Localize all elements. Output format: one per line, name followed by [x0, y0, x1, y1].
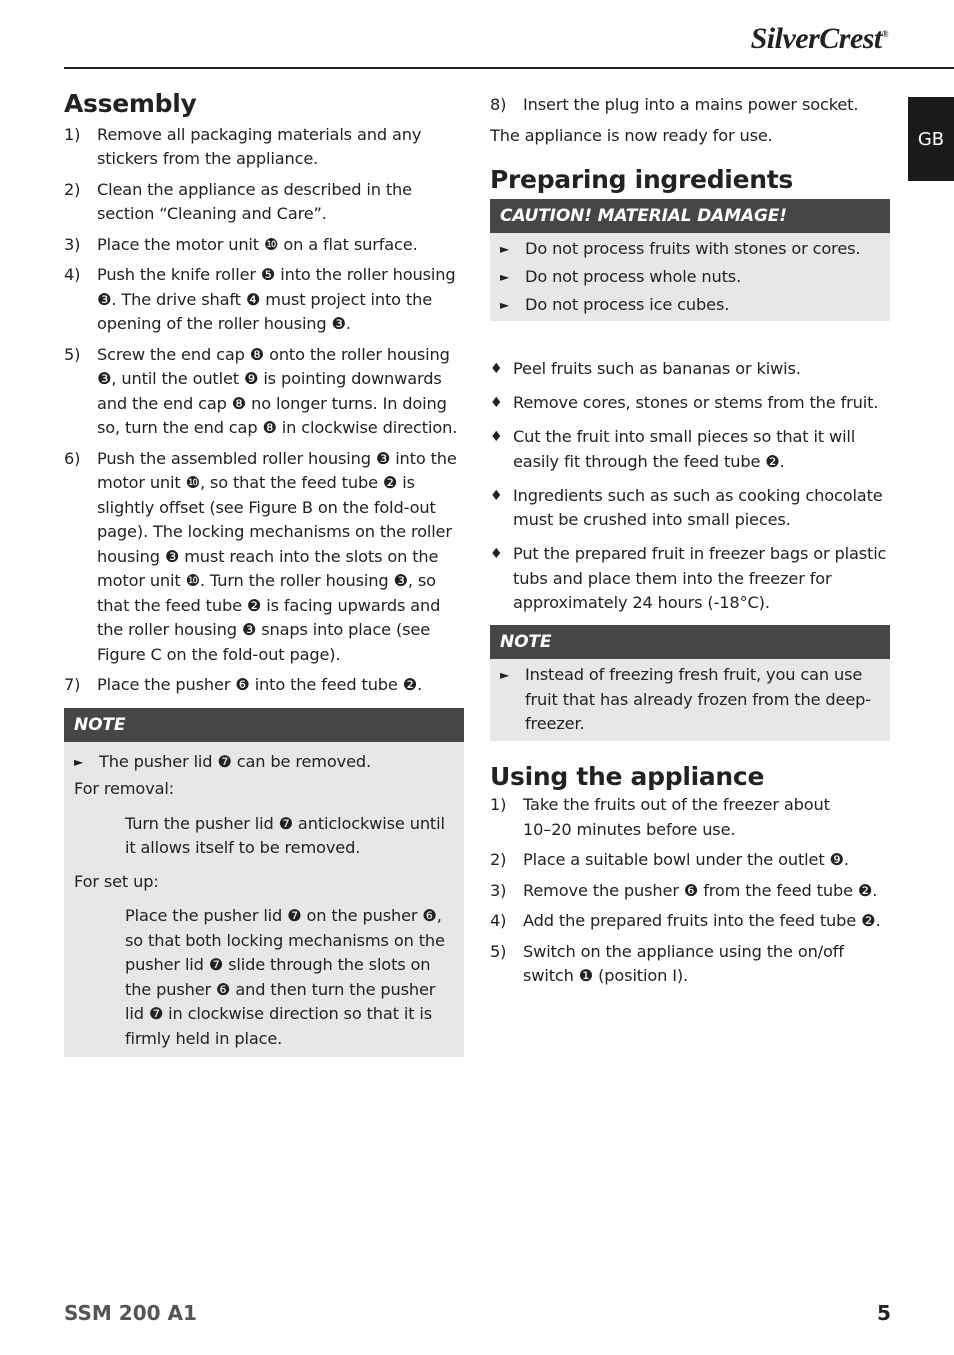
step-number: 8) — [490, 95, 507, 114]
diamond-bullet-icon: ♦ — [490, 429, 503, 445]
using-step — [490, 793, 890, 842]
note-body — [64, 742, 464, 1058]
note-item — [500, 663, 880, 737]
caution-item — [500, 265, 880, 290]
step-text: Place the motor unit ❿ on a flat surface. — [97, 234, 418, 254]
assembly-step — [64, 123, 464, 172]
setup-label: For set up: — [74, 871, 159, 891]
step-text: Clean the appliance as described in the section “Cleaning and Care”. — [97, 179, 412, 223]
preparing-bullets — [490, 357, 890, 616]
step-number: 1) — [490, 795, 507, 814]
arrow-icon: ► — [500, 668, 510, 682]
right-column — [490, 93, 890, 995]
brand-logo — [751, 22, 888, 56]
list-item — [490, 357, 890, 382]
assembly-note-box — [64, 708, 464, 1058]
brand-name: SilverCrest — [750, 22, 882, 55]
setup-text: Place the pusher lid ❼ on the pusher ❻, so that both locking mechanisms on the pusher lid ❼ slide through the slots on the pusher ❻ and then turn the pusher lid ❼ in clockwise direction so that it is firmly held in place. — [125, 906, 445, 1048]
diamond-bullet-icon: ♦ — [490, 487, 503, 504]
step-number: 7) — [64, 675, 81, 694]
step-text: Add the prepared fruits into the feed tube ❷. — [523, 911, 881, 930]
note-title: NOTE — [490, 625, 890, 659]
arrow-icon: ► — [500, 297, 510, 312]
step-number: 2) — [490, 850, 507, 869]
step-text: Remove the pusher ❻ from the feed tube ❷. — [523, 880, 878, 900]
note-title: NOTE — [64, 708, 464, 742]
bullet-text: Cut the fruit into small pieces so that it will easily fit through the feed tube ❷. — [513, 427, 856, 471]
diamond-bullet-icon: ♦ — [490, 395, 503, 411]
caution-item-text: Do not process whole nuts. — [525, 266, 742, 286]
removal-label: For removal: — [74, 779, 175, 798]
step-number: 6) — [64, 448, 81, 468]
header-rule — [64, 67, 954, 69]
using-step — [490, 909, 890, 934]
left-column — [64, 88, 464, 1057]
assembly-step — [64, 178, 464, 227]
note-body — [490, 659, 890, 741]
step-text: Remove all packaging materials and any stickers from the appliance. — [97, 124, 422, 168]
assembly-step — [64, 233, 464, 258]
step-number: 4) — [64, 265, 81, 284]
list-item — [490, 542, 890, 616]
assembly-continued — [490, 93, 890, 118]
using-step — [490, 848, 890, 873]
note-item-text: Instead of freezing fresh fruit, you can use fruit that has already frozen from the deep-freezer. — [525, 665, 871, 733]
diamond-bullet-icon: ♦ — [490, 546, 503, 562]
step-text: Screw the end cap ❽ onto the roller housing ❸, until the outlet ❾ is pointing downwards and the end cap ❽ no longer turns. In doing so, turn the end cap ❽ in clockwise direction. — [97, 344, 458, 437]
bullet-text: Peel fruits such as bananas or kiwis. — [513, 359, 801, 378]
bullet-text: Remove cores, stones or stems from the fruit. — [513, 393, 879, 412]
assembly-step — [64, 343, 464, 441]
caution-item-text: Do not process ice cubes. — [525, 294, 730, 314]
using-step — [490, 879, 890, 904]
assembly-step — [64, 447, 464, 668]
step-text: Push the assembled roller housing ❸ into the motor unit ❿, so that the feed tube ❷ is slightly offset (see Figure B on the fold-out page). The locking mechanisms on the roller housing ❸ must reach into the slots on the motor unit ❿. Turn the roller housing ❸, so that the feed tube ❷ is facing upwards and the roller housing ❸ snaps into place (see Figure C on the fold-out page). — [97, 448, 457, 664]
arrow-icon: ► — [500, 241, 510, 256]
caution-item — [500, 293, 880, 318]
list-item — [490, 391, 890, 416]
using-heading: Using the appliance — [490, 761, 765, 791]
step-text: Insert the plug into a mains power socket. — [523, 95, 859, 114]
arrow-icon: ► — [74, 754, 84, 769]
caution-item-text: Do not process fruits with stones or cores. — [525, 238, 861, 258]
caution-body — [490, 233, 890, 322]
assembly-steps — [64, 123, 464, 698]
using-steps — [490, 793, 890, 989]
step-text: Switch on the appliance using the on/off switch ❶ (position I). — [523, 941, 844, 985]
diamond-bullet-icon: ♦ — [490, 361, 503, 377]
step-number: 3) — [64, 234, 81, 254]
model-number: SSM 200 A1 — [64, 1301, 197, 1325]
caution-title: CAUTION! MATERIAL DAMAGE! — [490, 199, 890, 233]
assembly-step — [64, 263, 464, 337]
step-number: 1) — [64, 124, 81, 144]
assembly-heading: Assembly — [64, 89, 197, 118]
note-item-text: The pusher lid ❼ can be removed. — [99, 751, 372, 771]
assembly-step-8 — [490, 93, 890, 118]
caution-box — [490, 199, 890, 322]
bullet-text: Ingredients such as such as cooking chocolate must be crushed into small pieces. — [513, 485, 883, 529]
step-text: Place the pusher ❻ into the feed tube ❷. — [97, 675, 423, 694]
step-number: 2) — [64, 179, 81, 199]
list-item — [490, 425, 890, 474]
note-item — [74, 750, 454, 775]
language-tab: GB — [908, 97, 954, 181]
step-text: Take the fruits out of the freezer about 10–20 minutes before use. — [523, 795, 830, 839]
step-number: 3) — [490, 880, 507, 900]
arrow-icon: ► — [500, 269, 510, 284]
preparing-note-box — [490, 625, 890, 741]
using-step — [490, 940, 890, 989]
registered-mark: ® — [881, 29, 888, 39]
list-item — [490, 484, 890, 533]
step-text: Push the knife roller ❺ into the roller housing ❸. The drive shaft ❹ must project into the opening of the roller housing ❸. — [97, 265, 456, 333]
step-number: 4) — [490, 911, 507, 930]
step-text: Place a suitable bowl under the outlet ❾. — [523, 850, 849, 869]
step-number: 5) — [64, 344, 81, 364]
bullet-text: Put the prepared fruit in freezer bags or plastic tubs and place them into the freezer for approximately 24 hours (-18°C). — [513, 544, 887, 612]
step-number: 5) — [490, 941, 507, 961]
assembly-step — [64, 673, 464, 698]
caution-item — [500, 237, 880, 262]
ready-text: The appliance is now ready for use. — [490, 125, 773, 145]
preparing-heading: Preparing ingredients — [490, 165, 793, 194]
page-number: 5 — [877, 1301, 891, 1325]
removal-text: Turn the pusher lid ❼ anticlockwise until it allows itself to be removed. — [125, 813, 445, 857]
